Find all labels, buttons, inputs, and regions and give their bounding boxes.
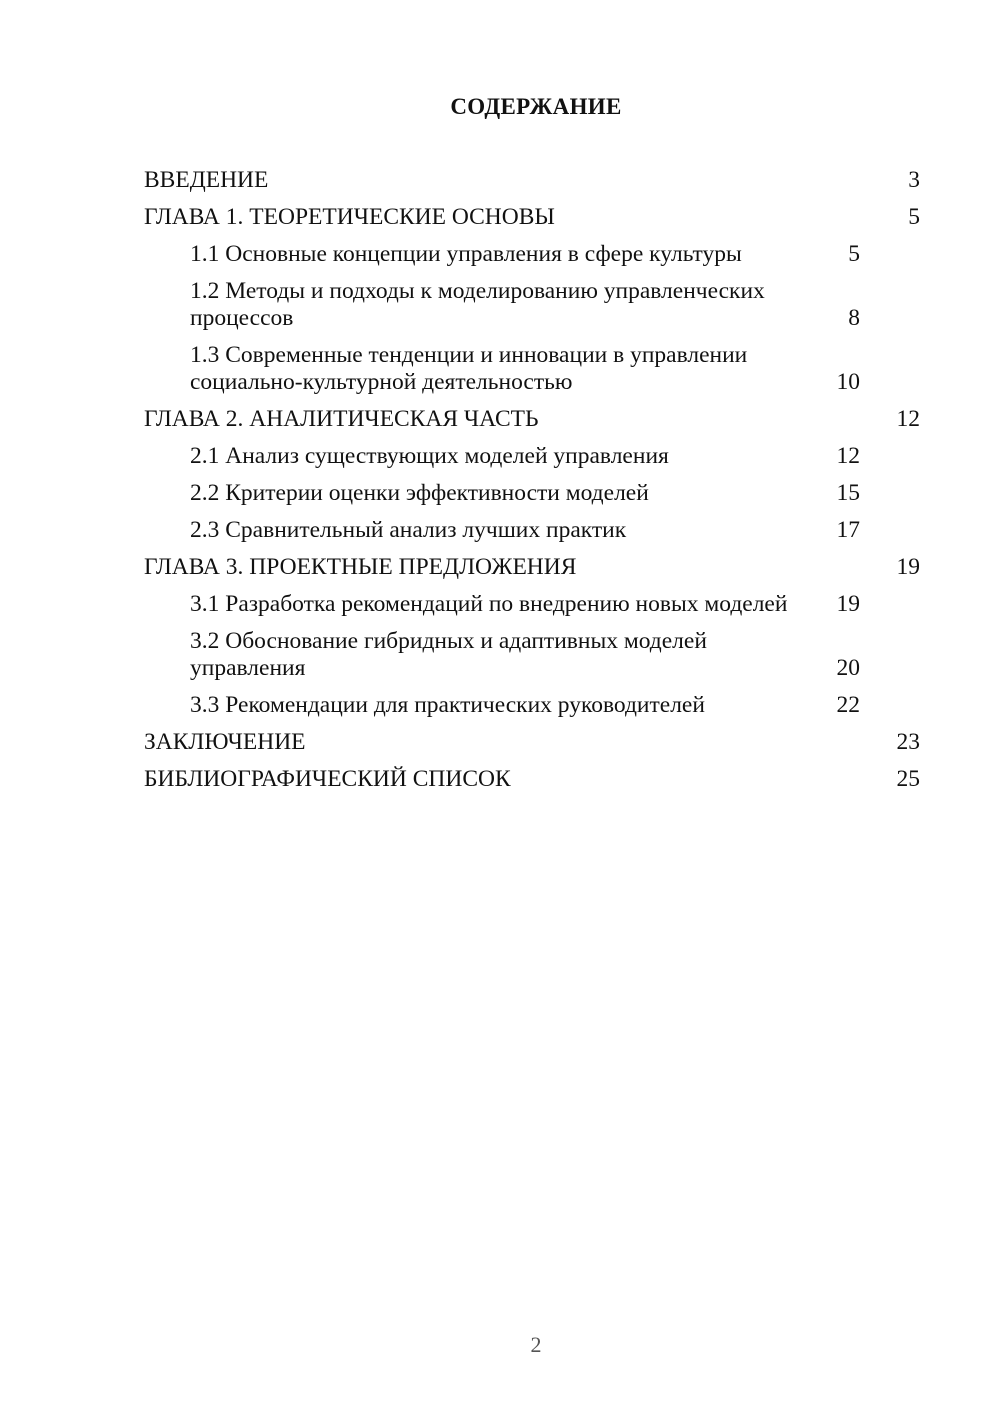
toc-entry-text: 1.1 Основные концепции управления в сфере культуры xyxy=(190,241,742,267)
toc-section-entry xyxy=(144,766,920,793)
toc-entry-page-number: 15 xyxy=(836,480,860,506)
toc-entry-text: 2.2 Критерии оценки эффективности моделей xyxy=(190,480,649,506)
toc-section-entry xyxy=(144,554,920,581)
toc-entry-page-number: 23 xyxy=(896,729,920,755)
toc-entry-text: 3.1 Разработка рекомендаций по внедрению новых моделей xyxy=(190,591,788,617)
toc-entry-page-number: 25 xyxy=(896,766,920,792)
toc-entry-text: БИБЛИОГРАФИЧЕСКИЙ СПИСОК xyxy=(144,766,511,792)
toc-entry-page-number: 19 xyxy=(896,554,920,580)
toc-entry-text: 2.3 Сравнительный анализ лучших практик xyxy=(190,517,627,543)
toc-entry-page-number: 19 xyxy=(836,591,860,617)
toc-subsection-entry xyxy=(144,591,920,618)
toc-entry-text: ГЛАВА 1. ТЕОРЕТИЧЕСКИЕ ОСНОВЫ xyxy=(144,204,555,230)
toc-entry-page-number: 12 xyxy=(896,406,920,432)
toc-subsection-entry xyxy=(144,692,920,719)
toc-subsection-entry xyxy=(144,342,920,396)
toc-entry-page-number: 3 xyxy=(908,167,920,193)
toc-section-entry xyxy=(144,167,920,194)
toc-subsection-entry xyxy=(144,517,920,544)
toc-entry-text: ГЛАВА 2. АНАЛИТИЧЕСКАЯ ЧАСТЬ xyxy=(144,406,539,432)
toc-entry-text: 3.3 Рекомендации для практических руководителей xyxy=(190,692,705,718)
toc-entry-page-number: 22 xyxy=(836,692,860,718)
toc-title: СОДЕРЖАНИЕ xyxy=(450,94,622,119)
toc-subsection-entry xyxy=(144,443,920,470)
toc-entry-text: 3.2 Обоснование гибридных и адаптивных моделей управления xyxy=(190,628,707,681)
page-number: 2 xyxy=(530,1332,542,1357)
toc-section-entry xyxy=(144,729,920,756)
toc-subsection-entry xyxy=(144,628,920,682)
toc-entry-page-number: 5 xyxy=(908,204,920,230)
toc-subsection-entry xyxy=(144,480,920,507)
toc-entry-page-number: 12 xyxy=(836,443,860,469)
toc-entry-text: 1.3 Современные тенденции и инновации в управлении социально-культурной деятельностью xyxy=(190,342,748,395)
toc-entry-text: 2.1 Анализ существующих моделей управления xyxy=(190,443,669,469)
toc-entry-page-number: 5 xyxy=(848,241,860,267)
toc-section-entry xyxy=(144,204,920,231)
table-of-contents xyxy=(144,167,920,803)
toc-subsection-entry xyxy=(144,241,920,268)
toc-entry-page-number: 10 xyxy=(836,369,860,395)
toc-entry-page-number: 17 xyxy=(836,517,860,543)
toc-entry-page-number: 8 xyxy=(848,305,860,331)
toc-entry-text: ВВЕДЕНИЕ xyxy=(144,167,269,193)
toc-subsection-entry xyxy=(144,278,920,332)
toc-entry-text: ЗАКЛЮЧЕНИЕ xyxy=(144,729,306,755)
toc-entry-text: ГЛАВА 3. ПРОЕКТНЫЕ ПРЕДЛОЖЕНИЯ xyxy=(144,554,577,580)
toc-entry-page-number: 20 xyxy=(836,655,860,681)
toc-section-entry xyxy=(144,406,920,433)
toc-entry-text: 1.2 Методы и подходы к моделированию управленческих процессов xyxy=(190,278,765,331)
